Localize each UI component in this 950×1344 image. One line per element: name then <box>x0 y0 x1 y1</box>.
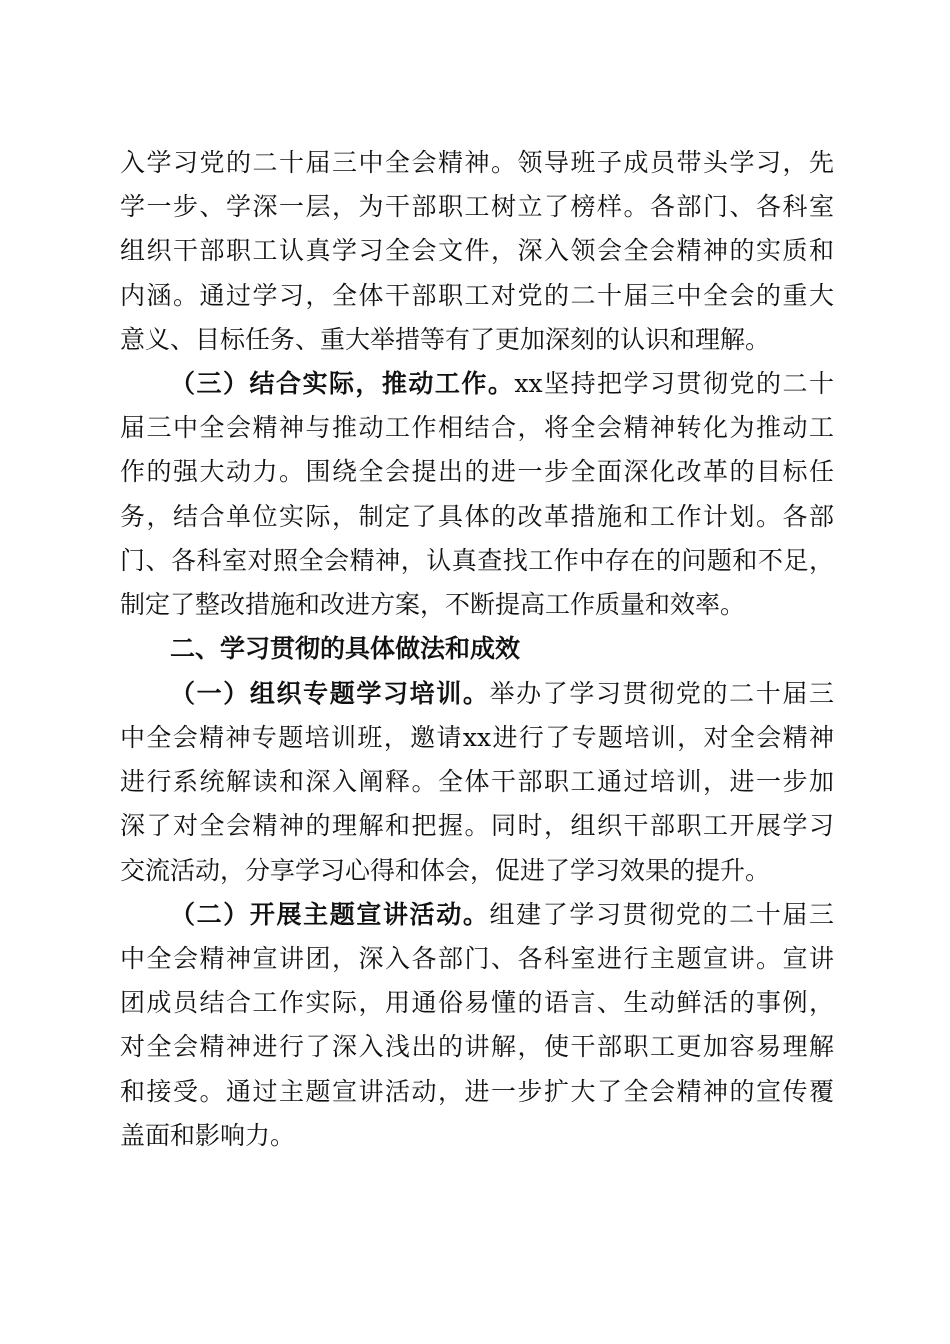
paragraph-4-line-5: 和接受。通过主题宣讲活动，进一步扩大了全会精神的宣传覆 <box>120 1077 834 1106</box>
paragraph-1-line-3: 组织干部职工认真学习全会文件，深入领会全会精神的实质和 <box>120 236 834 265</box>
paragraph-1-line-2: 学一步、学深一层，为干部职工树立了榜样。各部门、各科室 <box>120 192 834 221</box>
paragraph-4-line-4: 对全会精神进行了深入浅出的讲解，使干部职工更加容易理解 <box>120 1032 834 1061</box>
paragraph-4-line-6: 盖面和影响力。 <box>120 1121 296 1150</box>
paragraph-2-line-4: 务，结合单位实际，制定了具体的改革措施和工作计划。各部 <box>120 502 834 531</box>
paragraph-4-line-3: 团成员结合工作实际，用通俗易懂的语言、生动鲜活的事例， <box>120 988 834 1017</box>
paragraph-4-line-2: 中全会精神宣讲团，深入各部门、各科室进行主题宣讲。宣讲 <box>120 944 834 973</box>
paragraph-3-line-2: 中全会精神专题培训班，邀请xx进行了专题培训，对全会精神 <box>120 723 834 752</box>
paragraph-4-first-line-rest: 组建了学习贯彻党的二十届三 <box>489 900 834 929</box>
paragraph-2-line-5: 门、各科室对照全会精神，认真查找工作中存在的问题和不足， <box>120 546 834 575</box>
paragraph-1-line-4: 内涵。通过学习，全体干部职工对党的二十届三中全会的重大 <box>120 281 834 310</box>
paragraph-2-line-3: 作的强大动力。围绕全会提出的进一步全面深化改革的目标任 <box>120 457 834 486</box>
paragraph-3-line-4: 深了对全会精神的理解和把握。同时，组织干部职工开展学习 <box>120 811 834 840</box>
paragraph-1-line-5: 意义、目标任务、重大举措等有了更加深刻的认识和理解。 <box>120 325 771 354</box>
paragraph-2-first-line-rest: xx坚持把学习贯彻党的二十 <box>514 369 834 398</box>
paragraph-2-line-6: 制定了整改措施和改进方案，不断提高工作质量和效率。 <box>120 590 746 619</box>
paragraph-2-line-2: 届三中全会精神与推动工作相结合，将全会精神转化为推动工 <box>120 413 834 442</box>
section-2-heading: 二、学习贯彻的具体做法和成效 <box>170 634 521 663</box>
paragraph-2-lead: （三）结合实际，推动工作。 <box>170 369 515 398</box>
paragraph-3-line-1 <box>170 672 834 716</box>
paragraph-3-lead: （一）组织专题学习培训。 <box>170 679 490 708</box>
paragraph-4-lead: （二）开展主题宣讲活动。 <box>170 900 490 929</box>
paragraph-3-line-3: 进行系统解读和深入阐释。全体干部职工通过培训，进一步加 <box>120 767 834 796</box>
paragraph-1-line-1: 入学习党的二十届三中全会精神。领导班子成员带头学习，先 <box>120 148 834 177</box>
paragraph-4-line-1 <box>170 893 834 937</box>
paragraph-2-line-1 <box>170 362 834 406</box>
paragraph-3-line-5: 交流活动，分享学习心得和体会，促进了学习效果的提升。 <box>120 856 771 885</box>
paragraph-3-first-line-rest: 举办了学习贯彻党的二十届三 <box>489 679 834 708</box>
